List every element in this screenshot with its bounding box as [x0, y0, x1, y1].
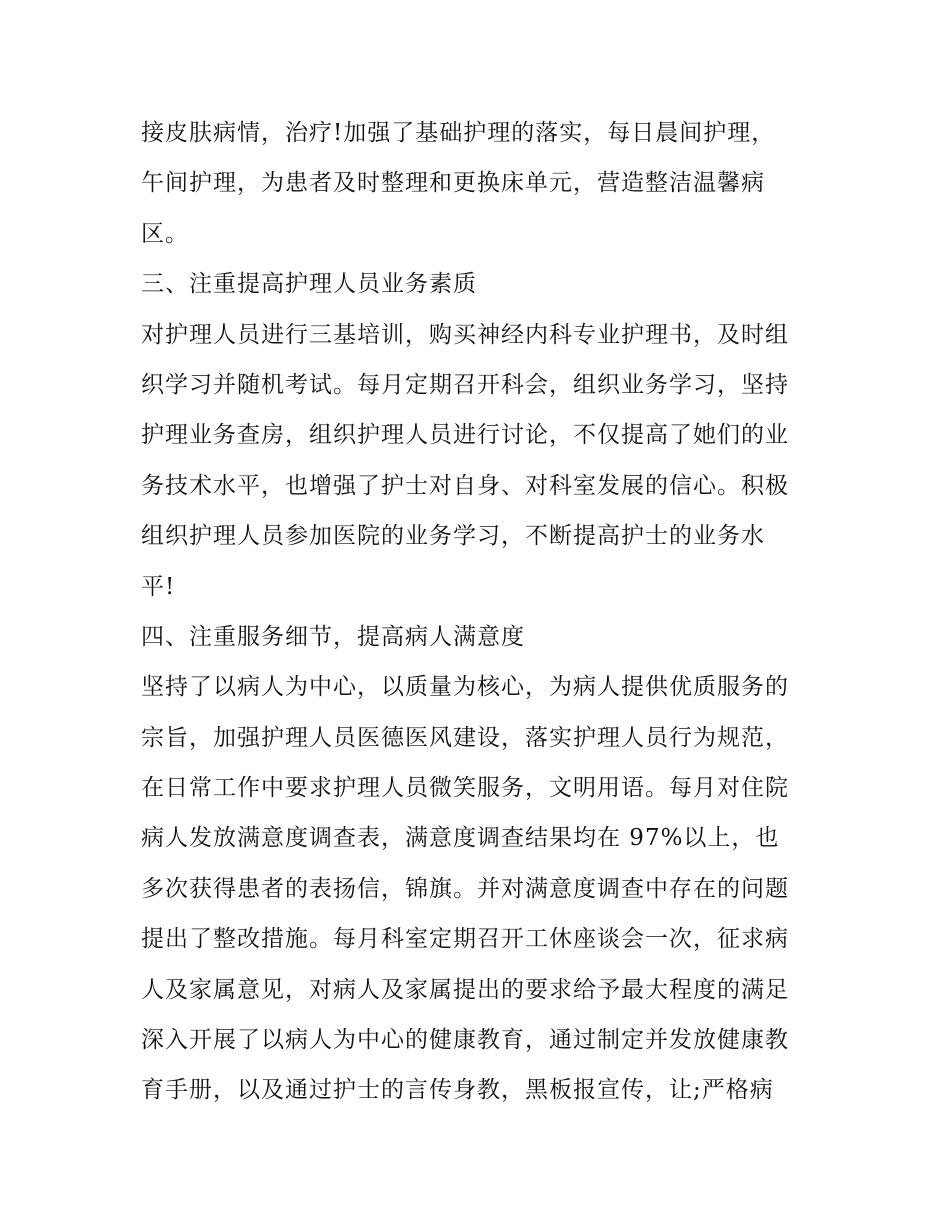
text-line: 深入开展了以病人为中心的健康教育，通过制定并发放健康教 — [141, 1027, 789, 1054]
text-line: 平! — [141, 573, 176, 600]
text-line: 病人发放满意度调查表，满意度调查结果均在 97%以上，也 — [141, 825, 780, 852]
text-line: 在日常工作中要求护理人员微笑服务，文明用语。每月对住院 — [141, 775, 789, 802]
text-line: 区。 — [141, 220, 189, 247]
text-line: 提出了整改措施。每月科室定期召开工休座谈会一次，征求病 — [141, 926, 789, 953]
text-line: 坚持了以病人为中心，以质量为核心，为病人提供优质服务的 — [141, 674, 789, 701]
text-line: 宗旨，加强护理人员医德医风建设，落实护理人员行为规范， — [141, 724, 789, 751]
text-line: 接皮肤病情，治疗!加强了基础护理的落实，每日晨间护理， — [141, 120, 776, 146]
text-line: 午间护理，为患者及时整理和更换床单元，营造整洁温馨病 — [141, 170, 765, 197]
text-line: 育手册，以及通过护士的言传身教，黑板报宣传，让;严格病 — [141, 1077, 774, 1104]
body-text — [141, 108, 821, 1116]
text-line: 多次获得患者的表扬信，锦旗。并对满意度调查中存在的问题 — [141, 875, 789, 902]
section-heading-4: 四、注重服务细节，提高病人满意度 — [141, 623, 525, 650]
text-line: 人及家属意见，对病人及家属提出的要求给予最大程度的满足 — [141, 976, 789, 1003]
text-line: 组织护理人员参加医院的业务学习，不断提高护士的业务水 — [141, 523, 765, 550]
section-heading-3: 三、注重提高护理人员业务素质 — [141, 271, 477, 298]
text-line: 织学习并随机考试。每月定期召开科会，组织业务学习，坚持 — [141, 371, 789, 398]
text-line: 务技术水平，也增强了护士对自身、对科室发展的信心。积极 — [141, 472, 789, 499]
text-line: 护理业务查房，组织护理人员进行讨论，不仅提高了她们的业 — [141, 422, 789, 449]
text-line: 对护理人员进行三基培训，购买神经内科专业护理书，及时组 — [141, 321, 789, 348]
